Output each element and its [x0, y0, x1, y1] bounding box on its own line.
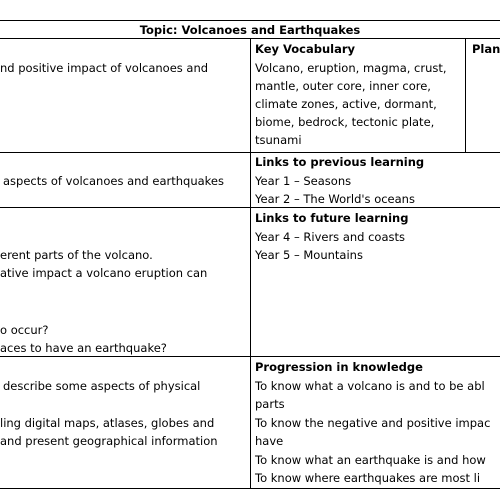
column-divider-main	[250, 38, 251, 488]
objective-text: nd positive impact of volcanoes and	[0, 61, 209, 75]
vocabulary-line: climate zones, active, dormant,	[255, 97, 437, 111]
objective-text: aspects of volcanoes and earthquakes	[3, 174, 224, 188]
objective-text: ative impact a volcano eruption can	[0, 266, 208, 280]
skill-text: describe some aspects of physical	[3, 379, 201, 393]
progression-line: parts	[255, 397, 285, 411]
topic-title: Topic: Volcanoes and Earthquakes	[139, 23, 361, 37]
progression-line: To know what an earthquake is and how	[255, 453, 486, 467]
skill-text: ling digital maps, atlases, globes and	[0, 416, 215, 430]
skill-text: and present geographical information	[0, 434, 218, 448]
vocabulary-line: biome, bedrock, tectonic plate,	[255, 115, 435, 129]
links-previous-item: Year 2 – The World's oceans	[255, 192, 415, 206]
progression-line: To know where earthquakes are most li	[255, 471, 481, 485]
links-previous-item: Year 1 – Seasons	[255, 174, 352, 188]
key-vocabulary-heading: Key Vocabulary	[255, 42, 356, 56]
table-border-bottom	[0, 488, 500, 489]
progression-line: To know the negative and positive impac	[255, 416, 491, 430]
question-text: aces to have an earthquake?	[0, 341, 167, 355]
objective-text: erent parts of the volcano.	[0, 248, 153, 262]
links-future-item: Year 4 – Rivers and coasts	[255, 230, 406, 244]
vocabulary-line: mantle, outer core, inner core,	[255, 79, 431, 93]
progression-line: have	[255, 434, 284, 448]
plan-heading: Plan	[472, 42, 500, 56]
progression-heading: Progression in knowledge	[255, 360, 423, 374]
links-previous-heading: Links to previous learning	[255, 155, 425, 169]
vocabulary-line: Volcano, eruption, magma, crust,	[255, 61, 447, 75]
links-future-heading: Links to future learning	[255, 211, 409, 225]
progression-line: To know what a volcano is and to be abl	[255, 379, 485, 393]
vocabulary-line: tsunami	[255, 133, 302, 147]
question-text: o occur?	[0, 323, 49, 337]
column-divider-plan	[465, 38, 466, 152]
links-future-item: Year 5 – Mountains	[255, 248, 363, 262]
